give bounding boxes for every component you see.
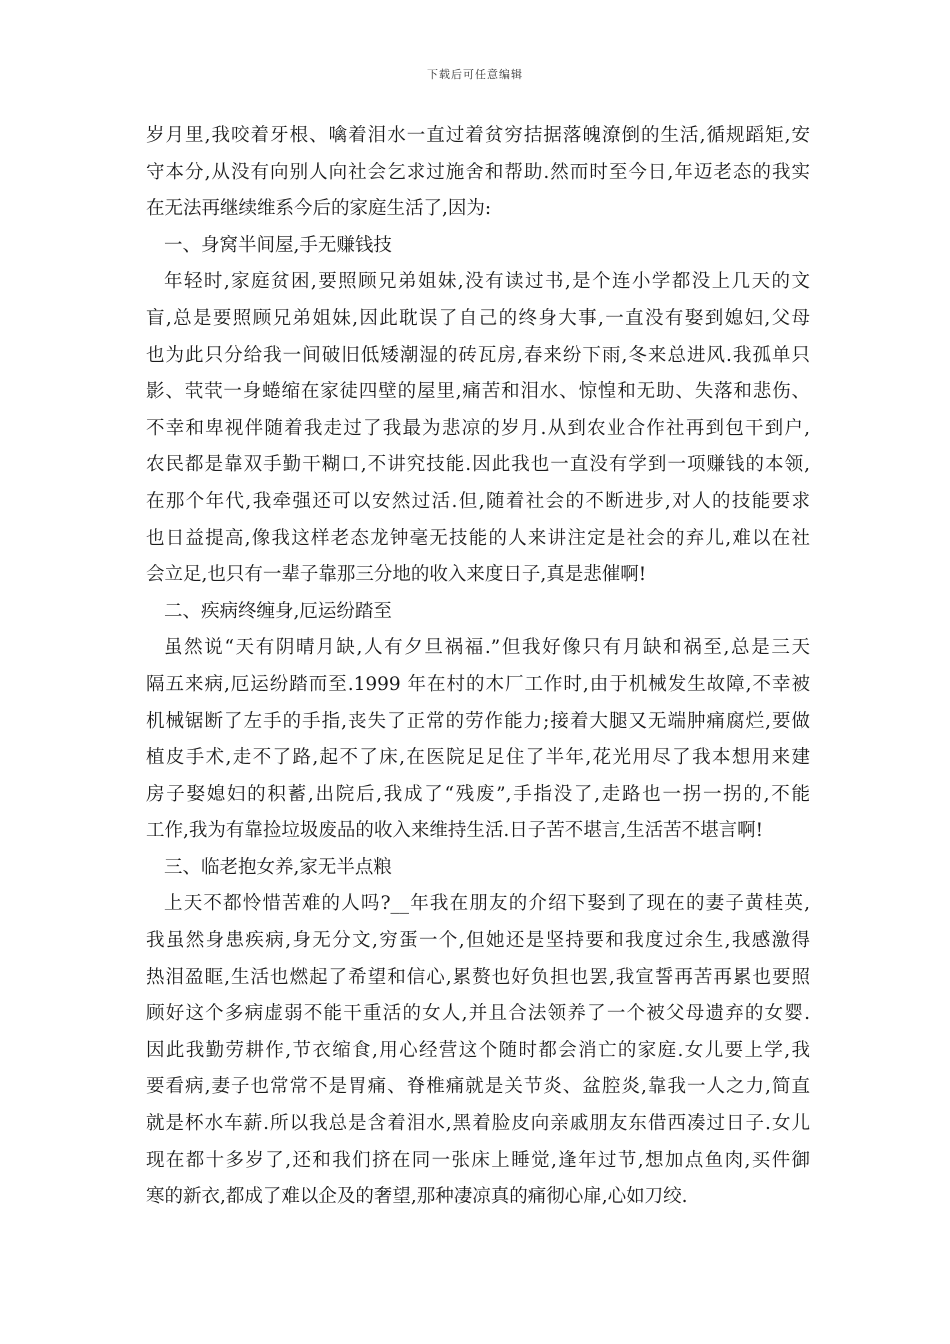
body-line: 农民都是靠双手勤干糊口,不讲究技能.因此我也一直没有学到一项赚钱的本领, — [146, 454, 810, 476]
body-line: 我虽然身患疾病,身无分文,穷蛋一个,但她还是坚持要和我度过余生,我感激得 — [146, 930, 810, 952]
body-line: 隔五来病,厄运纷踏而至.1999 年在村的木厂工作时,由于机械发生故障,不幸被 — [146, 673, 810, 695]
body-line: 工作,我为有靠捡垃圾废品的收入来维持生活.日子苦不堪言,生活苦不堪言啊! — [146, 820, 764, 842]
body-line: 年轻时,家庭贫困,要照顾兄弟姐妹,没有读过书,是个连小学都没上几天的文 — [164, 271, 810, 293]
body-line: 也日益提高,像我这样老态龙钟毫无技能的人来讲注定是社会的弃儿,难以在社 — [146, 527, 810, 549]
body-line: 顾好这个多病虚弱不能干重活的女人,并且合法领养了一个被父母遗弃的女婴. — [146, 1003, 810, 1025]
body-line: 房子娶媳妇的积蓄,出院后,我成了“残废”,手指没了,走路也一拐一拐的,不能 — [146, 783, 810, 805]
body-line: 要看病,妻子也常常不是胃痛、脊椎痛就是关节炎、盆腔炎,靠我一人之力,简直 — [146, 1076, 810, 1098]
body-line: 因此我勤劳耕作,节衣缩食,用心经营这个随时都会消亡的家庭.女儿要上学,我 — [146, 1039, 810, 1061]
document-body — [146, 118, 810, 1216]
body-line: 也为此只分给我一间破旧低矮潮湿的砖瓦房,春来纷下雨,冬来总进风.我孤单只 — [146, 344, 810, 366]
section-heading: 三、临老抱女养,家无半点粮 — [164, 856, 392, 878]
body-line: 岁月里,我咬着牙根、噙着泪水一直过着贫穷拮据落魄潦倒的生活,循规蹈矩,安 — [146, 125, 810, 146]
body-line: 就是杯水车薪.所以我总是含着泪水,黑着脸皮向亲戚朋友东借西凑过日子.女儿 — [146, 1113, 810, 1135]
body-line: 现在都十多岁了,还和我们挤在同一张床上睡觉,逢年过节,想加点鱼肉,买件御 — [146, 1149, 810, 1171]
body-line: 热泪盈眶,生活也燃起了希望和信心,累赘也好负担也罢,我宣誓再苦再累也要照 — [146, 966, 810, 988]
body-line: 影、茕茕一身蜷缩在家徒四壁的屋里,痛苦和泪水、惊惶和无助、失落和悲伤、 — [146, 381, 810, 403]
section-heading: 一、身窝半间屋,手无赚钱技 — [164, 234, 392, 256]
body-line: 机械锯断了左手的手指,丧失了正常的劳作能力;接着大腿又无端肿痛腐烂,要做 — [146, 710, 810, 732]
body-line: 上天不都怜惜苦难的人吗?__年我在朋友的介绍下娶到了现在的妻子黄桂英, — [164, 893, 810, 915]
body-line: 守本分,从没有向别人向社会乞求过施舍和帮助.然而时至今日,年迈老态的我实 — [146, 161, 810, 183]
body-line: 盲,总是要照顾兄弟姐妹,因此耽误了自己的终身大事,一直没有娶到媳妇,父母 — [146, 307, 810, 329]
body-line: 虽然说“天有阴晴月缺,人有夕旦祸福.”但我好像只有月缺和祸至,总是三天 — [164, 637, 810, 659]
body-line: 不幸和卑视伴随着我走过了我最为悲凉的岁月.从到农业合作社再到包干到户, — [146, 417, 810, 439]
body-line: 在那个年代,我牵强还可以安然过活.但,随着社会的不断进步,对人的技能要求 — [146, 490, 810, 512]
body-line: 在无法再继续维系今后的家庭生活了,因为: — [146, 198, 492, 220]
body-line: 会立足,也只有一辈子靠那三分地的收入来度日子,真是悲催啊! — [146, 564, 647, 586]
page-header: 下载后可任意编辑 — [427, 68, 523, 81]
section-heading: 二、疾病终缠身,厄运纷踏至 — [164, 600, 392, 622]
body-line: 植皮手术,走不了路,起不了床,在医院足足住了半年,花光用尽了我本想用来建 — [146, 747, 810, 769]
body-line: 寒的新衣,都成了难以企及的奢望,那种凄凉真的痛彻心扉,心如刀绞. — [146, 1186, 688, 1208]
